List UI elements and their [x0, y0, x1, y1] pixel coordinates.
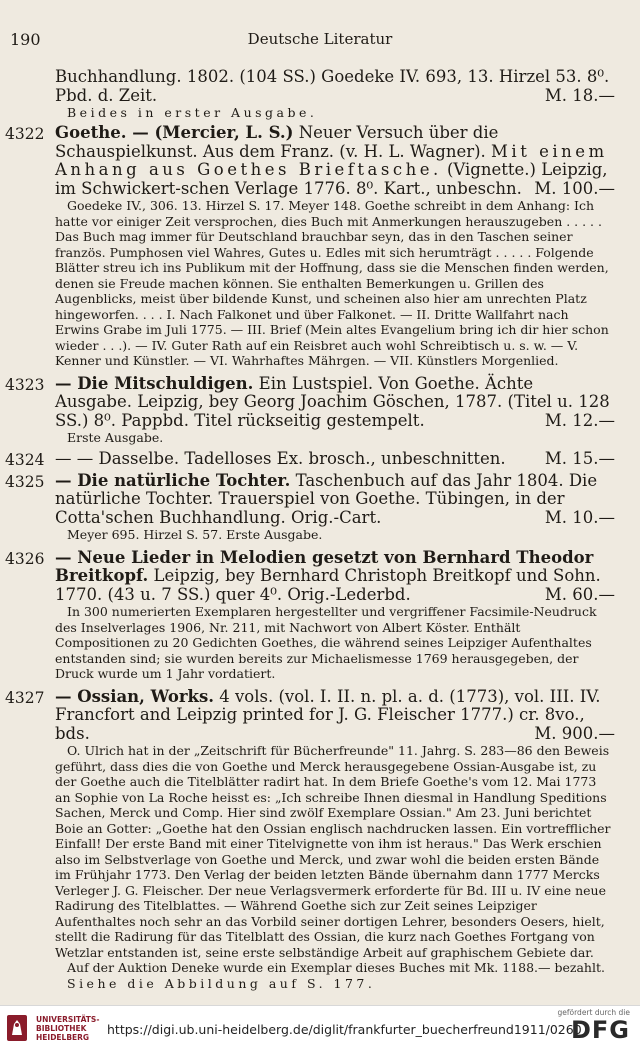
page-header: [0, 30, 640, 50]
entry-price: M. 10.—: [544, 507, 615, 527]
entry-title: — Die Mitschuldigen.: [55, 373, 254, 393]
entry-note: O. Ulrich hat in der „Zeitschrift für Bücherfreunde" 11. Jahrg. S. 283—86 den Beweis geführt, dass dies die von Goethe und Merck herausgegebene Ossian-Ausgabe ist, zu der Goethe auch die Titelblätter radirt hat. In dem Briefe Goethe's vom 12. Mai 1773 an Sophie von La Roche heisst es: „Ich schreibe Ihnen diesmal in Handlung Speditions Sachen, Merck und Comp. Hier sind zwölf Exemplare Ossian." Am 23. Juni berichtet Boie an Gotter: „Goethe hat den Ossian englisch nachdrucken lassen. Ein vortrefflicher Einfall! Der erste Band mit einer Titelvignette von ihm ist heraus." Das Werk erschien also im Selbstverlage von Goethe und Merck, und zwar wohl die beiden ersten Bände im Frühjahr 1773. Den Verlag der beiden letzten Bände übernahm dann 1777 Mercks Verleger J. G. Fleischer. Der neue Verlagsvermerk erforderte für Bd. III u. IV eine neue Radirung des Titelblattes. — Während Goethe sich zur Zeit seines Leipziger Aufenthaltes noch sehr an das Vorbild seiner dortigen Lehrer, besonders Oesers, hielt, stellt die Radirung für das Titelblatt des Ossian, die kurz nach Goethes Fortgang von Wetzlar entstanden ist, seine erste selbständige Arbeit auf graphischem Gebiete dar.: [55, 743, 611, 960]
intro-line1: Buchhandlung. 1802. (104 SS.) Goedeke IV. 693, 13. Hirzel 53. 8⁰.: [55, 67, 610, 86]
viewer-footer: [0, 1005, 640, 1054]
entry-number: 4327: [5, 688, 45, 707]
entry-price: M. 60.—: [544, 584, 615, 604]
entry-description: Leipzig, bey Bernhard Christoph Breitkopf und Sohn. 1770. (43 u. 7 SS.) quer 4⁰. Orig.-Lederbd.: [55, 566, 601, 604]
institution-name: UNIVERSITÄTS- BIBLIOTHEK HEIDELBERG: [36, 1014, 100, 1042]
entry-note: Goedeke IV., 306. 13. Hirzel S. 17. Meyer 148. Goethe schreibt in dem Anhang: Ich hatte vor einiger Zeit versprochen, dies Buch mit Anmerkungen herauszugeben . . . . . Das Buch mag immer für Deutschland brauchbar seyn, das in den Taschen seiner französ. Pumphosen viel Wahres, Gutes u. Edles mit sich herumträgt . . . . . Folgende Blätter streu ich ins Publikum mit der Hoffnung, dass sie die Menschen finden werden, denen sie Freude machen können. Sie enthalten Bemerkungen u. Grillen des Augenblicks, meist über bildende Kunst, und scheinen also hier am unrechten Platz hingeworfen. . . . I. Nach Falkonet und über Falkonet. — II. Dritte Wallfahrt nach Erwins Grabe im Juli 1775. — III. Brief (Mein altes Evangelium bring ich dir hier schon wieder . . .). — IV. Guter Rath auf ein Reisbret auch wohl Schreibtisch u. s. w. — V. Kenner und Künstler. — VI. Wahrhaftes Mährgen. — VII. Künstlers Morgenlied.: [55, 198, 609, 368]
entry-title: — Neue Lieder in Melodien gesetzt von Bernhard Theodor Breitkopf.: [55, 547, 594, 585]
entry-note-reference: Siehe die Abbildung auf S. 177.: [67, 975, 376, 991]
catalog-entry-4324: [5, 449, 615, 469]
entry-price: M. 100.—: [534, 178, 615, 198]
entry-imprint: (Vignette.) Leipzig, im Schwickert-schen Verlage 1776. 8⁰. Kart., unbeschn.: [55, 160, 608, 198]
entry-number: 4322: [5, 125, 45, 143]
entry-description: Neuer Versuch über die Schauspielkunst. Aus dem Franz. (v. H. L. Wagner).: [55, 123, 499, 161]
intro-line2: Pbd. d. Zeit.: [55, 85, 158, 105]
intro-note: Beides in erster Ausgabe.: [67, 105, 318, 120]
entry-price: M. 15.—: [544, 449, 615, 468]
entry-price: M. 900.—: [534, 723, 615, 743]
entry-sub-note: Erste Ausgabe.: [67, 430, 164, 445]
entry-number: 4326: [5, 549, 45, 568]
catalog-entry-4326: [5, 547, 615, 682]
entry-description: 4 vols. (vol. I. II. n. pl. a. d. (1773), vol. III. IV. Francfort and Leipzig printed for J. G. Fleischer 1777.) cr. 8vo., bds.: [55, 686, 601, 743]
entry-price: M. 12.—: [544, 410, 615, 430]
catalog-entry-4322: [5, 123, 615, 369]
catalog-entry-4325: [5, 470, 615, 543]
entry-number: 4324: [5, 451, 45, 469]
entry-description: Taschenbuch auf das Jahr 1804. Die natürliche Tochter. Trauerspiel von Goethe. Tübingen, in der Cotta'schen Buchhandlung. Orig.-Cart.: [55, 470, 598, 527]
university-library-logo[interactable]: [6, 1014, 99, 1042]
catalog-entry-4327: [5, 686, 615, 992]
entry-note: Meyer 695. Hirzel S. 57. Erste Ausgabe.: [67, 527, 323, 542]
entry-description: — — Dasselbe. Tadelloses Ex. brosch., unbeschnitten.: [55, 449, 506, 468]
funding-note: gefördert durch die: [557, 1008, 630, 1017]
page-number: 190: [10, 30, 41, 49]
entry-number: 4323: [5, 375, 45, 394]
heidelberg-lion-icon: [6, 1014, 28, 1042]
catalog-entry-4323: [5, 373, 615, 446]
entry-number: 4325: [5, 472, 45, 491]
entry-note-auction: Auf der Auktion Deneke wurde ein Exemplar dieses Buches mit Mk. 1188.— bezahlt.: [67, 960, 605, 975]
document-url-link[interactable]: https://digi.ub.uni-heidelberg.de/diglit/frankfurter_buecherfreund1911/0260: [107, 1022, 582, 1037]
entry-description: Ein Lustspiel. Von Goethe. Ächte Ausgabe. Leipzig, bey Georg Joachim Göschen, 1787. (Titel u. 128 SS.) 8⁰. Pappbd. Titel rückseitig gestempelt.: [55, 373, 610, 430]
entry-spaced-title: Mit einem Anhang aus Goethes Brieftasche.: [55, 141, 608, 179]
entry-title: — Ossian, Works.: [55, 686, 214, 706]
entry-note: In 300 numerierten Exemplaren hergestellter und vergriffener Facsimile-Neudruck des Inselverlages 1906, Nr. 211, mit Nachwort von Albert Köster. Enthält Compositionen zu 20 Gedichten Goethes, die während seines Leipziger Aufenthaltes entstanden sind; sie wurden bereits zur Michaelismesse 1769 herausgegeben, der Druck wurde um 1 Jahr vordatiert.: [55, 604, 597, 681]
entry-title: Goethe. — (Mercier, L. S.): [55, 123, 294, 142]
intro-entry: [55, 68, 615, 120]
running-title: Deutsche Literatur: [247, 30, 393, 48]
catalog-content: [5, 67, 615, 991]
entry-title: — Die natürliche Tochter.: [55, 470, 291, 490]
dfg-logo[interactable]: [558, 1008, 631, 1043]
intro-price: M. 18.—: [544, 85, 615, 105]
funder-name: DFG: [570, 1016, 630, 1044]
